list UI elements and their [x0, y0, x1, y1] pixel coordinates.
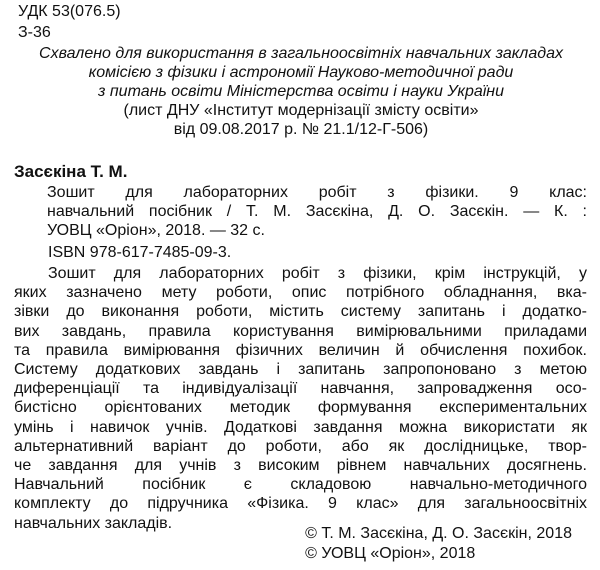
abstract-line: та правила вимірювання фізичних величин й обчислення похибок.: [14, 341, 587, 359]
copyright-block: [305, 524, 572, 564]
abstract-line: Систему додаткових завдань і запитань запропоновано з метою: [14, 361, 587, 379]
abstract-text: [14, 264, 587, 533]
abstract-line: навчальних закладів.: [14, 514, 173, 532]
approval-line-1: Схвалено для використання в загальноосвітніх навчальних закладах: [39, 45, 563, 62]
copyright-authors: © Т. М. Засєкіна, Д. О. Засєкін, 2018: [305, 525, 572, 542]
approval-line-5: від 09.08.2017 р. № 21.1/12-Г-506): [173, 121, 429, 138]
biblio-line-3: УОВЦ «Оріон», 2018. — 32 с.: [47, 222, 265, 239]
approval-notice: [10, 44, 592, 139]
abstract-line: умінь і навичок учнів. Додаткові завдання можна використати як: [14, 418, 587, 436]
abstract-line: альтернативний варіант до роботи, або як дослідницьке, твор-: [14, 437, 587, 455]
abstract-line: диференціації та індивідуалізації навчання, запровадження осо-: [14, 380, 587, 398]
abstract-line: вих завдань, правила користування вимірювальними приладами: [14, 322, 587, 340]
bibliographic-description: [47, 183, 587, 240]
biblio-line-2: навчальний посібник / Т. М. Засєкіна, Д. О. Засєкін. — К. :: [47, 203, 587, 220]
abstract-line: че завдання для учнів з високим рівнем навчальних досягнень.: [14, 457, 587, 475]
abstract-line: Зошит для лабораторних робіт з фізики, крім інструкцій, у: [48, 265, 587, 282]
biblio-line-1: Зошит для лабораторних робіт з фізики. 9 клас:: [47, 184, 587, 201]
author-sign-code: З-36: [18, 24, 51, 41]
isbn: ISBN 978-617-7485-09-3.: [48, 244, 232, 261]
approval-line-2: комісією з фізики і астрономії Науково-методичної ради: [88, 64, 514, 81]
abstract-line: яких зазначено мету роботи, опис потрібного обладнання, вка-: [14, 284, 587, 302]
copyright-publisher: © УОВЦ «Оріон», 2018: [305, 545, 476, 562]
abstract-line: комплекту до підручника «Фізика. 9 клас» для загальноосвітніх: [14, 495, 587, 513]
abstract-line: бистісно орієнтованих методик формування експериментальних: [14, 399, 587, 417]
approval-line-3: з питань освіти Міністерства освіти і науки України: [97, 83, 504, 100]
approval-line-4: (лист ДНУ «Інститут модернізації змісту освіти»: [123, 102, 479, 119]
author-name: Засєкіна Т. М.: [14, 162, 128, 181]
abstract-line: Навчальний посібник є складовою навчально-методичного: [14, 476, 587, 494]
abstract-line: зівки до виконання роботи, містить систему запитань і додатко-: [14, 303, 587, 321]
udk-code: УДК 53(076.5): [18, 3, 121, 20]
